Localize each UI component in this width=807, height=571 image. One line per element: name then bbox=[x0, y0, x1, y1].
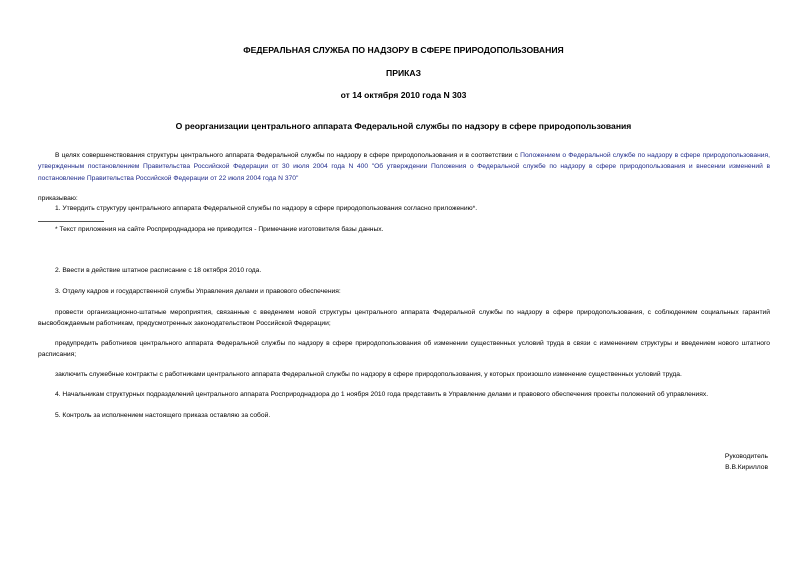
item-2: 2. Ввести в действие штатное расписание с 18 октября 2010 года. bbox=[55, 267, 262, 274]
item-3a: провести организационно-штатные мероприятия, связанные с введением новой структуры центрального аппарата Федеральной службы по надзору в сфере природопользования, с соблюдением социальных гарантий высвобождаемым работникам, предусмотренных законодательством Российской Федерации; bbox=[38, 309, 770, 328]
agency-heading: ФЕДЕРАЛЬНАЯ СЛУЖБА ПО НАДЗОРУ В СФЕРЕ ПРИРОДОПОЛЬЗОВАНИЯ bbox=[243, 45, 564, 55]
signature-position: Руководитель bbox=[724, 453, 768, 460]
signature-name: В.В.Кириллов bbox=[725, 464, 768, 471]
item-3c: заключить служебные контракты с работниками центрального аппарата Федеральной службы по надзору в сфере природопользования, у которых произошло изменение существенных условий труда. bbox=[55, 371, 682, 378]
item-3b: предупредить работников центрального аппарата Федеральной службы по надзору в сфере природопользования об изменении существенных условий труда в связи с изменением структуры и введением нового штатного расписания; bbox=[38, 340, 770, 359]
document-type: ПРИКАЗ bbox=[386, 68, 421, 78]
regulation-link[interactable]: Положением о Федеральной службе по надзору в сфере природопользования, утвержденным постановлением Правительства Российской Федерации от 30 июля 2004 года N 400 "Об утверждении Положения о Федеральной службе по надзору в сфере природопользования и внесении изменений в постановление Правительства Российской Федерации от 22 июля 2004 года N 370" bbox=[38, 152, 770, 182]
item-1: 1. Утвердить структуру центрального аппарата Федеральной службы по надзору в сфере природопользования согласно приложению*. bbox=[55, 205, 478, 212]
document-date-number: от 14 октября 2010 года N 303 bbox=[340, 90, 467, 100]
document-title: О реорганизации центрального аппарата Федеральной службы по надзору в сфере природопользования bbox=[175, 121, 632, 131]
footnote-divider bbox=[38, 221, 104, 222]
item-3: 3. Отделу кадров и государственной службы Управления делами и правового обеспечения: bbox=[55, 288, 341, 295]
preamble-paragraph bbox=[38, 150, 770, 184]
footnote: * Текст приложения на сайте Росприроднадзора не приводится - Примечание изготовителя базы данных. bbox=[55, 226, 384, 233]
item-5: 5. Контроль за исполнением настоящего приказа оставляю за собой. bbox=[55, 412, 271, 419]
preamble-text: В целях совершенствования структуры центрального аппарата Федеральной службы по надзору в сфере природопользования и в соответствии с bbox=[55, 152, 521, 159]
order-word: приказываю: bbox=[38, 195, 78, 202]
item-4: 4. Начальникам структурных подразделений центрального аппарата Росприроднадзора до 1 ноября 2010 года представить в Управление делами и правового обеспечения проекты положений об управлениях. bbox=[55, 391, 709, 398]
